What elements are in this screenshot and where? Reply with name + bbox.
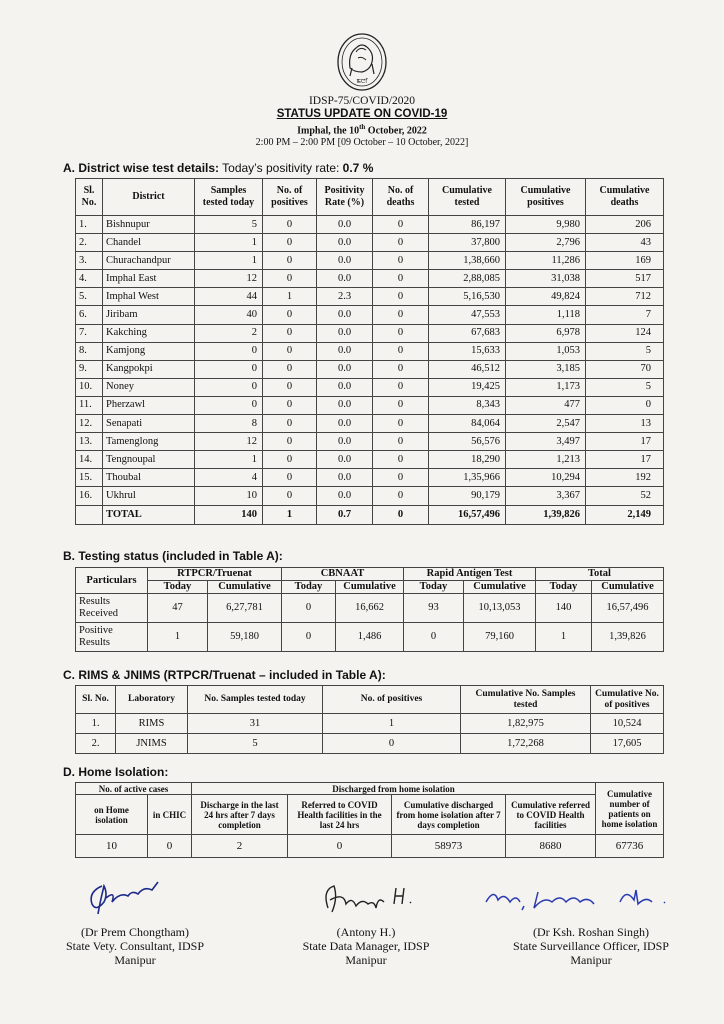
table-cell: 16,662 — [336, 594, 404, 623]
table-cell: 0 — [263, 252, 317, 270]
column-header: Referred to COVID Health facilities in the last 24 hrs — [288, 795, 392, 835]
table-cell: 6,978 — [506, 324, 586, 342]
column-header: Cumulative deaths — [586, 179, 664, 216]
table-cell: 1,173 — [506, 378, 586, 396]
table-cell: 40 — [195, 306, 263, 324]
column-header: Laboratory — [116, 686, 188, 714]
column-header: on Home isolation — [76, 795, 148, 835]
table-cell: 0 — [263, 360, 317, 378]
table-row — [76, 714, 664, 734]
table-row — [76, 378, 664, 396]
table-cell: 16,57,496 — [592, 594, 664, 623]
signatory-block — [281, 925, 451, 967]
document-date: Imphal, the 10th October, 2022 — [297, 123, 427, 137]
table-cell: 12. — [76, 415, 103, 433]
table-cell: JNIMS — [116, 734, 188, 754]
reference-number: IDSP-75/COVID/2020 — [308, 95, 416, 107]
table-cell: 1,213 — [506, 451, 586, 469]
table-cell: 6. — [76, 306, 103, 324]
table-cell: 712 — [586, 288, 664, 306]
section-d-heading: D. Home Isolation: — [63, 765, 169, 779]
column-header: Cumulative positives — [506, 179, 586, 216]
table-cell: 7. — [76, 324, 103, 342]
table-cell: 2. — [76, 734, 116, 754]
table-cell: 0 — [373, 433, 429, 451]
total-cell: 0 — [373, 505, 429, 524]
table-cell: 3,185 — [506, 360, 586, 378]
table-cell: 67736 — [596, 835, 664, 858]
table-cell: 169 — [586, 252, 664, 270]
table-row — [76, 234, 664, 252]
table-cell: 5 — [195, 216, 263, 234]
table-cell: 1,35,966 — [429, 469, 506, 487]
table-row — [76, 306, 664, 324]
table-cell: 0 — [195, 360, 263, 378]
table-cell: 1. — [76, 714, 116, 734]
table-cell: 3,497 — [506, 433, 586, 451]
signatory-designation: State Vety. Consultant, IDSP — [65, 939, 204, 953]
table-cell: 477 — [506, 396, 586, 414]
total-cell — [76, 505, 103, 524]
group-header: Rapid Antigen Test — [404, 568, 536, 581]
table-cell: 2,796 — [506, 234, 586, 252]
table-cell: 17 — [586, 433, 664, 451]
total-cell: 1 — [263, 505, 317, 524]
table-cell: 31,038 — [506, 270, 586, 288]
table-cell: 0.0 — [317, 270, 373, 288]
table-cell: 12 — [195, 270, 263, 288]
table-cell: 86,197 — [429, 216, 506, 234]
district-name: Churachandpur — [103, 252, 195, 270]
table-row — [76, 594, 664, 623]
emblem-text: ꯃꯅꯤ — [356, 78, 368, 85]
table-row — [76, 835, 664, 858]
table-cell: 0.0 — [317, 216, 373, 234]
table-cell: 0 — [323, 734, 461, 754]
table-cell: 47,553 — [429, 306, 506, 324]
section-b-heading: B. Testing status (included in Table A): — [63, 549, 283, 563]
table-row — [76, 288, 664, 306]
table-row — [76, 469, 664, 487]
district-name: Senapati — [103, 415, 195, 433]
column-header: Cumulative discharged from home isolation after 7 days completion — [392, 795, 506, 835]
table-cell: 1,38,660 — [429, 252, 506, 270]
column-header: No. of positives — [323, 686, 461, 714]
table-cell: 0 — [263, 469, 317, 487]
table-cell: 0.0 — [317, 324, 373, 342]
table-cell: 0.0 — [317, 415, 373, 433]
table-cell: 13. — [76, 433, 103, 451]
table-cell: 8680 — [506, 835, 596, 858]
table-cell: 1,39,826 — [592, 623, 664, 652]
table-cell: 44 — [195, 288, 263, 306]
district-name: Kamjong — [103, 342, 195, 360]
column-header: District — [103, 179, 195, 216]
table-cell: 0 — [373, 487, 429, 505]
table-cell: 1,82,975 — [461, 714, 591, 734]
table-cell: 0.0 — [317, 396, 373, 414]
table-row — [76, 433, 664, 451]
district-name: Tamenglong — [103, 433, 195, 451]
table-cell: 0.0 — [317, 360, 373, 378]
table-cell: 2 — [192, 835, 288, 858]
table-cell: 0 — [373, 324, 429, 342]
table-cell: 6,27,781 — [208, 594, 282, 623]
table-cell: 0 — [282, 594, 336, 623]
table-row — [76, 396, 664, 414]
table-row — [76, 487, 664, 505]
sub-header: Cumulative — [464, 581, 536, 594]
table-cell: 517 — [586, 270, 664, 288]
table-cell: 0 — [373, 216, 429, 234]
table-row — [76, 216, 664, 234]
table-cell: 2. — [76, 234, 103, 252]
table-row — [76, 324, 664, 342]
table-cell: 0 — [373, 415, 429, 433]
table-cell: 8,343 — [429, 396, 506, 414]
table-cell: 19,425 — [429, 378, 506, 396]
table-cell: 1,053 — [506, 342, 586, 360]
table-cell: 0 — [288, 835, 392, 858]
table-cell: 10 — [76, 835, 148, 858]
table-cell: 47 — [148, 594, 208, 623]
column-header: Samples tested today — [195, 179, 263, 216]
table-cell: 0 — [404, 623, 464, 652]
table-cell: 0 — [263, 270, 317, 288]
column-header: Cumulative No. of positives — [591, 686, 664, 714]
table-cell: 17 — [586, 451, 664, 469]
table-row — [76, 734, 664, 754]
district-name: Thoubal — [103, 469, 195, 487]
table-cell: 0.0 — [317, 252, 373, 270]
signatory-name: (Antony H.) — [336, 925, 396, 939]
table-cell: 1 — [148, 623, 208, 652]
table-cell: 0.0 — [317, 469, 373, 487]
table-cell: 124 — [586, 324, 664, 342]
total-cell: 140 — [195, 505, 263, 524]
table-cell: 9,980 — [506, 216, 586, 234]
table-cell: 5,16,530 — [429, 288, 506, 306]
table-cell: 8 — [195, 415, 263, 433]
table-row — [76, 270, 664, 288]
table-cell: 192 — [586, 469, 664, 487]
table-cell: 31 — [188, 714, 323, 734]
table-cell: 5 — [586, 342, 664, 360]
table-cell: 0 — [263, 487, 317, 505]
table-cell: 0.0 — [317, 451, 373, 469]
table-cell: 5 — [188, 734, 323, 754]
signature-prem-chongtham — [82, 872, 168, 918]
table-cell: 43 — [586, 234, 664, 252]
table-cell: 0 — [263, 378, 317, 396]
group-header: Total — [536, 568, 664, 581]
group-header: RTPCR/Truenat — [148, 568, 282, 581]
table-cell: 0 — [195, 396, 263, 414]
table-cell: 4. — [76, 270, 103, 288]
table-cell: 11. — [76, 396, 103, 414]
table-cell: 67,683 — [429, 324, 506, 342]
table-cell: 84,064 — [429, 415, 506, 433]
particulars-header: Particulars — [76, 568, 148, 594]
table-cell: 70 — [586, 360, 664, 378]
rims-jnims-table — [75, 685, 664, 754]
table-row — [76, 623, 664, 652]
table-cell: 90,179 — [429, 487, 506, 505]
table-row — [76, 252, 664, 270]
table-cell: 0 — [263, 216, 317, 234]
table-cell: 5 — [586, 378, 664, 396]
table-cell: 0.0 — [317, 234, 373, 252]
district-test-table — [75, 178, 664, 525]
table-row — [76, 415, 664, 433]
table-row — [76, 451, 664, 469]
table-cell: 206 — [586, 216, 664, 234]
table-cell: 37,800 — [429, 234, 506, 252]
table-cell: 4 — [195, 469, 263, 487]
table-cell: 0 — [373, 469, 429, 487]
table-cell: 0 — [373, 396, 429, 414]
table-cell: 0 — [263, 234, 317, 252]
group-header: CBNAAT — [282, 568, 404, 581]
table-cell: 79,160 — [464, 623, 536, 652]
table-cell: 0 — [195, 342, 263, 360]
district-name: Bishnupur — [103, 216, 195, 234]
sub-header: Today — [282, 581, 336, 594]
table-cell: 59,180 — [208, 623, 282, 652]
signatory-place: Manipur — [114, 953, 156, 967]
table-cell: 0 — [586, 396, 664, 414]
table-cell: 0 — [373, 252, 429, 270]
table-cell: 1. — [76, 216, 103, 234]
table-cell: 52 — [586, 487, 664, 505]
table-cell: 2 — [195, 324, 263, 342]
signatory-name: (Dr Ksh. Roshan Singh) — [533, 925, 649, 939]
section-a-heading: A. District wise test details: Today’s positivity rate: 0.7 % — [63, 161, 374, 175]
table-cell: 0 — [373, 342, 429, 360]
table-cell: 93 — [404, 594, 464, 623]
section-c-heading: C. RIMS & JNIMS (RTPCR/Truenat – included in Table A): — [63, 668, 386, 682]
table-cell: 1 — [536, 623, 592, 652]
table-cell: 12 — [195, 433, 263, 451]
signatory-designation: State Data Manager, IDSP — [302, 939, 430, 953]
row-label: Results Received — [76, 594, 148, 623]
total-cell: 16,57,496 — [429, 505, 506, 524]
sub-header: Cumulative — [336, 581, 404, 594]
signatory-designation: State Surveillance Officer, IDSP — [513, 939, 669, 953]
table-cell: 0 — [263, 396, 317, 414]
table-cell: 0 — [263, 433, 317, 451]
table-cell: 0 — [373, 378, 429, 396]
sub-header: Cumulative — [592, 581, 664, 594]
sub-header: Today — [536, 581, 592, 594]
table-header-row — [76, 179, 664, 216]
table-cell: 15,633 — [429, 342, 506, 360]
column-header: No. Samples tested today — [188, 686, 323, 714]
signature-roshan-singh — [480, 880, 690, 914]
table-cell: 2,547 — [506, 415, 586, 433]
table-cell: 2.3 — [317, 288, 373, 306]
column-header: Sl. No. — [76, 686, 116, 714]
table-row — [76, 342, 664, 360]
table-cell: 58973 — [392, 835, 506, 858]
district-name: Tengnoupal — [103, 451, 195, 469]
district-name: Chandel — [103, 234, 195, 252]
table-cell: 14. — [76, 451, 103, 469]
reporting-period: 2:00 PM – 2:00 PM [09 October – 10 October, 2022] — [255, 137, 469, 148]
signatory-place: Manipur — [345, 953, 387, 967]
signatory-block — [496, 925, 686, 967]
table-cell: 11,286 — [506, 252, 586, 270]
signature-antony-h — [318, 878, 418, 918]
total-cell: 1,39,826 — [506, 505, 586, 524]
table-cell: 1 — [323, 714, 461, 734]
table-cell: 46,512 — [429, 360, 506, 378]
table-cell: 0 — [263, 324, 317, 342]
column-header: No. of positives — [263, 179, 317, 216]
cumulative-patients-header: Cumulative number of patients on home isolation — [596, 783, 664, 835]
table-cell: 0 — [263, 451, 317, 469]
district-name: Kangpokpi — [103, 360, 195, 378]
district-name: Imphal West — [103, 288, 195, 306]
sub-header: Today — [404, 581, 464, 594]
active-cases-header: No. of active cases — [76, 783, 192, 795]
district-name: Jiribam — [103, 306, 195, 324]
signatory-name: (Dr Prem Chongtham) — [81, 925, 189, 939]
total-cell: 2,149 — [586, 505, 664, 524]
table-cell: 15. — [76, 469, 103, 487]
table-cell: 0 — [373, 360, 429, 378]
column-header: Discharge in the last 24 hrs after 7 days completion — [192, 795, 288, 835]
table-cell: 18,290 — [429, 451, 506, 469]
table-cell: 10,524 — [591, 714, 664, 734]
table-cell: 10,294 — [506, 469, 586, 487]
discharged-header: Discharged from home isolation — [192, 783, 596, 795]
table-cell: 1 — [195, 252, 263, 270]
document-title: STATUS UPDATE ON COVID-19 — [276, 108, 448, 120]
table-cell: 13 — [586, 415, 664, 433]
home-isolation-table — [75, 782, 664, 858]
table-cell: 0.0 — [317, 342, 373, 360]
table-cell: 1 — [263, 288, 317, 306]
table-cell: 2,88,085 — [429, 270, 506, 288]
table-cell: 10 — [195, 487, 263, 505]
signatory-place: Manipur — [570, 953, 612, 967]
column-header: Sl. No. — [76, 179, 103, 216]
total-cell: TOTAL — [103, 505, 195, 524]
manipur-emblem-icon — [336, 32, 388, 92]
district-name: Pherzawl — [103, 396, 195, 414]
table-cell: 0 — [148, 835, 192, 858]
district-name: Noney — [103, 378, 195, 396]
total-row — [76, 505, 664, 524]
table-cell: 10. — [76, 378, 103, 396]
column-header: in CHIC — [148, 795, 192, 835]
table-cell: 8. — [76, 342, 103, 360]
column-header: No. of deaths — [373, 179, 429, 216]
table-cell: 0.0 — [317, 378, 373, 396]
column-header: Cumulative No. Samples tested — [461, 686, 591, 714]
table-cell: 5. — [76, 288, 103, 306]
district-name: Imphal East — [103, 270, 195, 288]
row-label: Positive Results — [76, 623, 148, 652]
table-cell: 0 — [373, 451, 429, 469]
table-cell: 10,13,053 — [464, 594, 536, 623]
testing-status-table — [75, 567, 664, 652]
table-cell: 3. — [76, 252, 103, 270]
total-cell: 0.7 — [317, 505, 373, 524]
table-cell: 0 — [263, 415, 317, 433]
table-cell: 0 — [373, 234, 429, 252]
table-row — [76, 360, 664, 378]
table-cell: 140 — [536, 594, 592, 623]
district-name: Kakching — [103, 324, 195, 342]
table-cell: 0 — [263, 342, 317, 360]
table-cell: 1 — [195, 234, 263, 252]
table-cell: 7 — [586, 306, 664, 324]
table-cell: 49,824 — [506, 288, 586, 306]
table-cell: 1,118 — [506, 306, 586, 324]
table-cell: 0.0 — [317, 433, 373, 451]
table-cell: 0 — [282, 623, 336, 652]
column-header: Positivity Rate (%) — [317, 179, 373, 216]
table-cell: 0 — [373, 306, 429, 324]
table-cell: 16. — [76, 487, 103, 505]
table-cell: 0.0 — [317, 306, 373, 324]
sub-header: Cumulative — [208, 581, 282, 594]
sub-header: Today — [148, 581, 208, 594]
table-cell: 1,486 — [336, 623, 404, 652]
signatory-block — [45, 925, 225, 967]
table-cell: 0 — [263, 306, 317, 324]
table-cell: 0 — [373, 270, 429, 288]
table-cell: RIMS — [116, 714, 188, 734]
column-header: Cumulative referred to COVID Health facilities — [506, 795, 596, 835]
table-cell: 0 — [373, 288, 429, 306]
table-cell: 17,605 — [591, 734, 664, 754]
table-cell: 9. — [76, 360, 103, 378]
table-cell: 0 — [195, 378, 263, 396]
district-name: Ukhrul — [103, 487, 195, 505]
column-header: Cumulative tested — [429, 179, 506, 216]
table-cell: 1,72,268 — [461, 734, 591, 754]
table-cell: 0.0 — [317, 487, 373, 505]
table-cell: 3,367 — [506, 487, 586, 505]
table-cell: 1 — [195, 451, 263, 469]
table-cell: 56,576 — [429, 433, 506, 451]
